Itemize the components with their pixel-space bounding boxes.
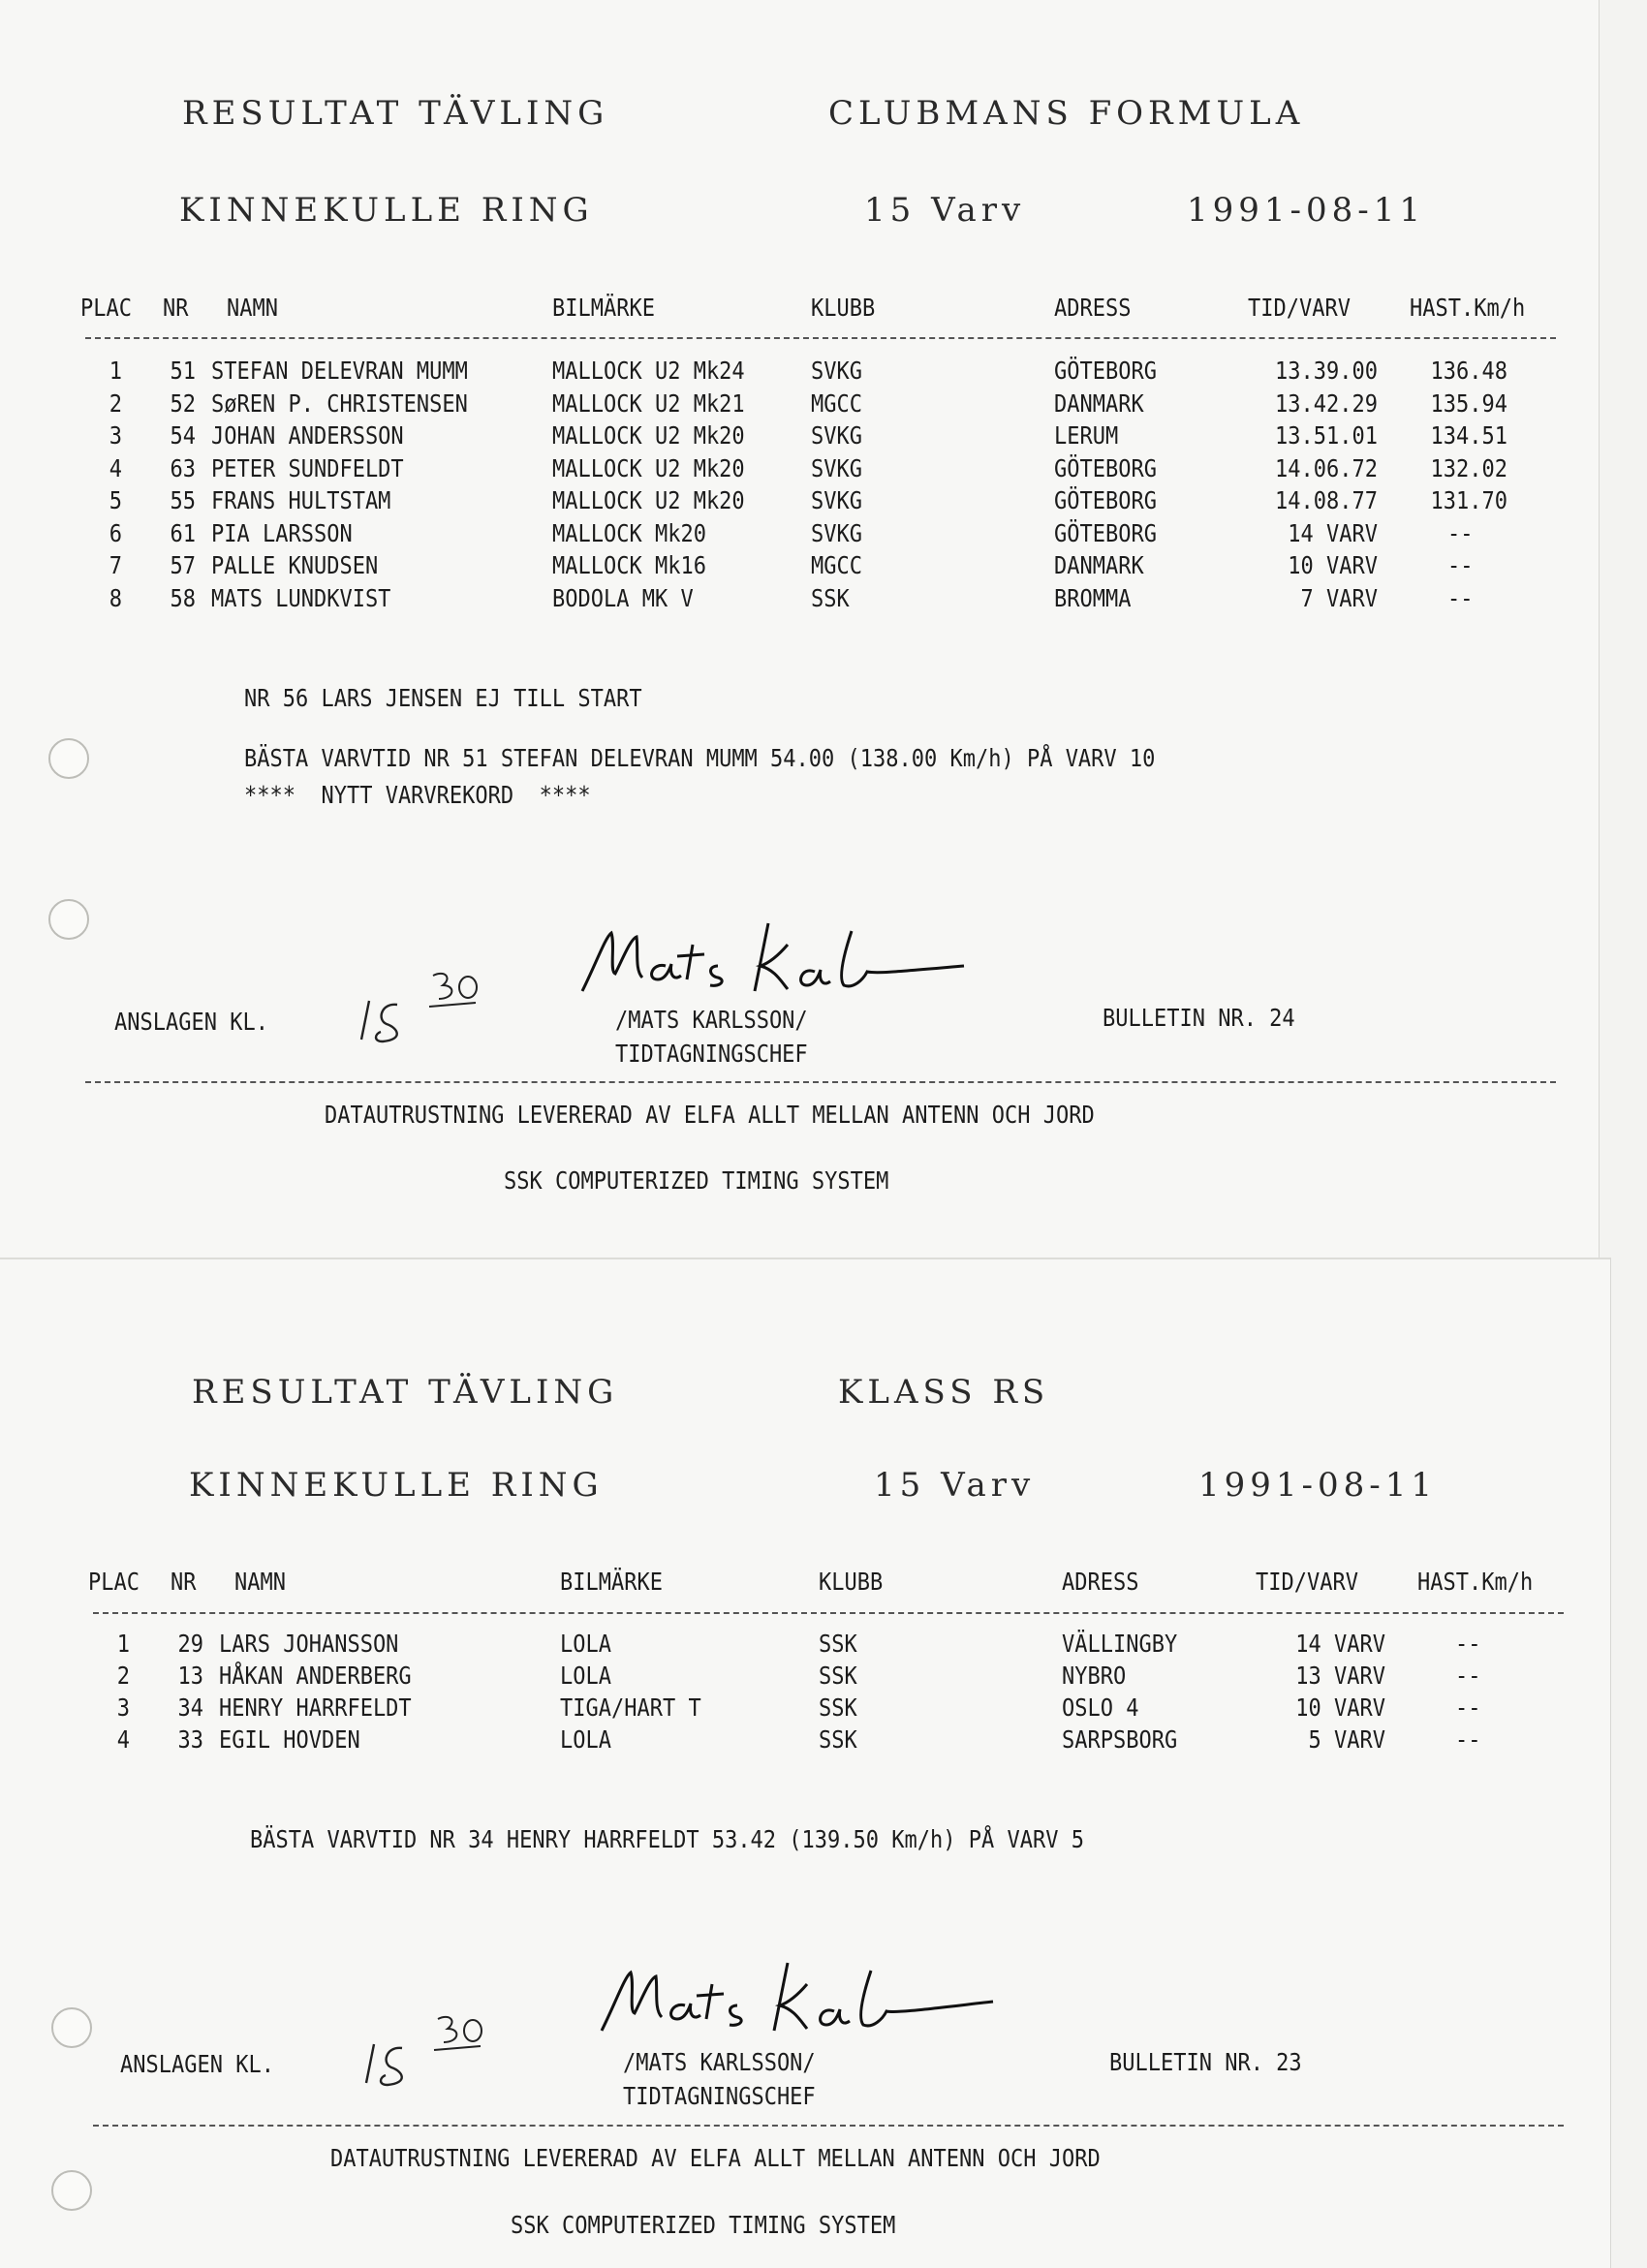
posted-time-handwritten [344,964,489,1051]
row-nr: 33 [177,1725,203,1754]
col-header-klubb: KLUBB [819,1568,884,1596]
row-tid: 7 VARV [1300,583,1378,612]
col-header-tid: TID/VARV [1256,1568,1358,1596]
row-klubb: SSK [819,1693,857,1722]
row-hast: 132.02 [1430,453,1507,482]
row-plac: 4 [116,1725,130,1754]
row-namn: LARS JOHANSSON [219,1630,399,1658]
row-namn: MATS LUNDKVIST [211,583,391,612]
row-bilmarke: BODOLA MK V [552,583,694,612]
punch-hole [48,738,89,779]
row-adress: NYBRO [1062,1662,1127,1690]
row-adress: GÖTEBORG [1054,453,1157,482]
header-divider [85,337,1556,339]
note-best-lap: BÄSTA VARVTID NR 51 STEFAN DELEVRAN MUMM 54.00 (138.00 Km/h) PÅ VARV 10 [244,744,1156,772]
posted-label: ANSLAGEN KL. [120,2050,274,2078]
col-header-namn: NAMN [234,1568,286,1596]
row-nr: 55 [170,486,196,514]
row-bilmarke: MALLOCK Mk20 [552,518,706,547]
row-tid: 13.51.01 [1275,421,1378,450]
row-adress: SARPSBORG [1062,1725,1178,1754]
row-plac: 7 [109,551,122,579]
official-name: /MATS KARLSSON/ [623,2048,816,2076]
row-tid: 5 VARV [1308,1725,1385,1754]
row-nr: 54 [170,421,196,450]
row-hast: -- [1455,1693,1481,1722]
row-klubb: SSK [819,1630,857,1658]
footer-system: SSK COMPUTERIZED TIMING SYSTEM [511,2211,896,2239]
row-hast: -- [1447,583,1474,612]
row-bilmarke: MALLOCK U2 Mk21 [552,388,745,418]
laps: 15 Varv [874,1466,1036,1505]
row-hast: -- [1447,551,1474,579]
row-nr: 34 [177,1693,203,1722]
row-klubb: MGCC [811,388,862,418]
row-adress: DANMARK [1054,388,1144,418]
row-bilmarke: MALLOCK U2 Mk20 [552,453,745,482]
punch-hole [48,899,89,940]
row-namn: HÅKAN ANDERBERG [219,1662,412,1690]
row-bilmarke: LOLA [560,1662,611,1690]
col-header-nr: NR [171,1568,197,1596]
row-adress: DANMARK [1054,551,1144,579]
row-plac: 6 [109,518,122,547]
row-klubb: SVKG [811,518,862,547]
row-tid: 14 VARV [1288,518,1378,547]
row-namn: STEFAN DELEVRAN MUMM [211,357,468,385]
row-adress: OSLO 4 [1062,1693,1139,1722]
row-tid: 13 VARV [1295,1662,1385,1690]
col-header-klubb: KLUBB [811,294,876,322]
row-tid: 10 VARV [1295,1693,1385,1722]
posted-time-handwritten [349,2007,494,2095]
col-header-namn: NAMN [227,294,278,322]
col-header-tid: TID/VARV [1248,294,1351,322]
note-dns: NR 56 LARS JENSEN EJ TILL START [244,684,642,712]
row-klubb: SSK [819,1662,857,1690]
row-nr: 61 [170,518,196,547]
row-adress: GÖTEBORG [1054,486,1157,514]
row-namn: PIA LARSSON [211,518,353,547]
row-tid: 13.39.00 [1275,357,1378,385]
col-header-plac: PLAC [88,1568,140,1596]
official-name: /MATS KARLSSON/ [615,1006,808,1034]
row-tid: 14.06.72 [1275,453,1378,482]
row-klubb: SVKG [811,421,862,450]
row-hast: -- [1455,1630,1481,1658]
sheet-title-left: RESULTAT TÄVLING [182,94,609,133]
row-bilmarke: MALLOCK U2 Mk20 [552,421,745,450]
row-plac: 3 [116,1693,130,1722]
col-header-plac: PLAC [80,294,132,322]
row-bilmarke: LOLA [560,1725,611,1754]
row-tid: 14.08.77 [1275,486,1378,514]
row-adress: GÖTEBORG [1054,518,1157,547]
note-best-lap: BÄSTA VARVTID NR 34 HENRY HARRFELDT 53.42 (139.50 Km/h) PÅ VARV 5 [250,1825,1084,1853]
official-title: TIDTAGNINGSCHEF [615,1040,808,1068]
race-date: 1991-08-11 [1187,191,1426,230]
row-namn: PALLE KNUDSEN [211,551,379,579]
row-hast: -- [1455,1662,1481,1690]
row-plac: 4 [109,453,122,482]
row-namn: HENRY HARRFELDT [219,1693,412,1722]
race-date: 1991-08-11 [1198,1466,1438,1505]
row-klubb: MGCC [811,551,862,579]
punch-hole [51,2007,92,2048]
footer-divider [85,1081,1556,1083]
row-namn: PETER SUNDFELDT [211,453,404,482]
punch-hole [51,2170,92,2211]
row-klubb: SVKG [811,486,862,514]
row-hast: 135.94 [1430,388,1507,418]
venue: KINNEKULLE RING [189,1466,604,1505]
venue: KINNEKULLE RING [179,191,594,230]
row-nr: 57 [170,551,196,579]
row-adress: GÖTEBORG [1054,357,1157,385]
col-header-adress: ADRESS [1054,294,1132,322]
footer-equipment: DATAUTRUSTNING LEVERERAD AV ELFA ALLT MELLAN ANTENN OCH JORD [325,1101,1095,1129]
row-plac: 2 [109,388,122,418]
row-nr: 63 [170,453,196,482]
signature [576,916,974,1003]
row-klubb: SVKG [811,453,862,482]
row-nr: 52 [170,388,196,418]
row-bilmarke: TIGA/HART T [560,1693,701,1722]
col-header-bilmarke: BILMÄRKE [552,294,655,322]
posted-label: ANSLAGEN KL. [114,1008,268,1036]
row-plac: 1 [109,357,122,385]
row-tid: 14 VARV [1295,1630,1385,1658]
row-plac: 1 [116,1630,130,1658]
row-bilmarke: MALLOCK Mk16 [552,551,706,579]
row-namn: EGIL HOVDEN [219,1725,360,1754]
row-tid: 13.42.29 [1275,388,1378,418]
row-klubb: SSK [811,583,850,612]
col-header-adress: ADRESS [1062,1568,1139,1596]
row-nr: 13 [177,1662,203,1690]
footer-system: SSK COMPUTERIZED TIMING SYSTEM [504,1166,889,1195]
row-hast: -- [1447,518,1474,547]
signature [596,1955,1003,2042]
bulletin-number: BULLETIN NR. 24 [1103,1004,1295,1032]
col-header-hast: HAST.Km/h [1417,1568,1534,1596]
row-nr: 58 [170,583,196,612]
row-bilmarke: LOLA [560,1630,611,1658]
row-klubb: SVKG [811,357,862,385]
row-adress: LERUM [1054,421,1119,450]
row-hast: 134.51 [1430,421,1507,450]
row-tid: 10 VARV [1288,551,1378,579]
row-adress: BROMMA [1054,583,1132,612]
col-header-hast: HAST.Km/h [1410,294,1526,322]
row-plac: 8 [109,583,122,612]
row-nr: 51 [170,357,196,385]
row-adress: VÄLLINGBY [1062,1630,1178,1658]
row-nr: 29 [177,1630,203,1658]
row-namn: SøREN P. CHRISTENSEN [211,388,468,418]
row-hast: -- [1455,1725,1481,1754]
row-namn: FRANS HULTSTAM [211,486,391,514]
footer-equipment: DATAUTRUSTNING LEVERERAD AV ELFA ALLT MELLAN ANTENN OCH JORD [330,2144,1101,2172]
results-sheet-klass-rs [0,1258,1611,2268]
header-divider [93,1612,1564,1614]
col-header-nr: NR [163,294,189,322]
note-lap-record: **** NYTT VARVREKORD **** [244,781,591,809]
row-bilmarke: MALLOCK U2 Mk20 [552,486,745,514]
row-klubb: SSK [819,1725,857,1754]
official-title: TIDTAGNINGSCHEF [623,2082,816,2110]
row-plac: 3 [109,421,122,450]
row-hast: 136.48 [1430,357,1507,385]
sheet-title-left: RESULTAT TÄVLING [192,1373,619,1412]
col-header-bilmarke: BILMÄRKE [560,1568,663,1596]
sheet-title-right: CLUBMANS FORMULA [828,94,1305,133]
laps: 15 Varv [864,191,1026,230]
row-bilmarke: MALLOCK U2 Mk24 [552,357,745,385]
row-hast: 131.70 [1430,486,1507,514]
sheet-title-right: KLASS RS [838,1373,1050,1412]
row-plac: 5 [109,486,122,514]
row-plac: 2 [116,1662,130,1690]
footer-divider [93,2125,1564,2127]
row-namn: JOHAN ANDERSSON [211,421,404,450]
bulletin-number: BULLETIN NR. 23 [1109,2048,1302,2076]
